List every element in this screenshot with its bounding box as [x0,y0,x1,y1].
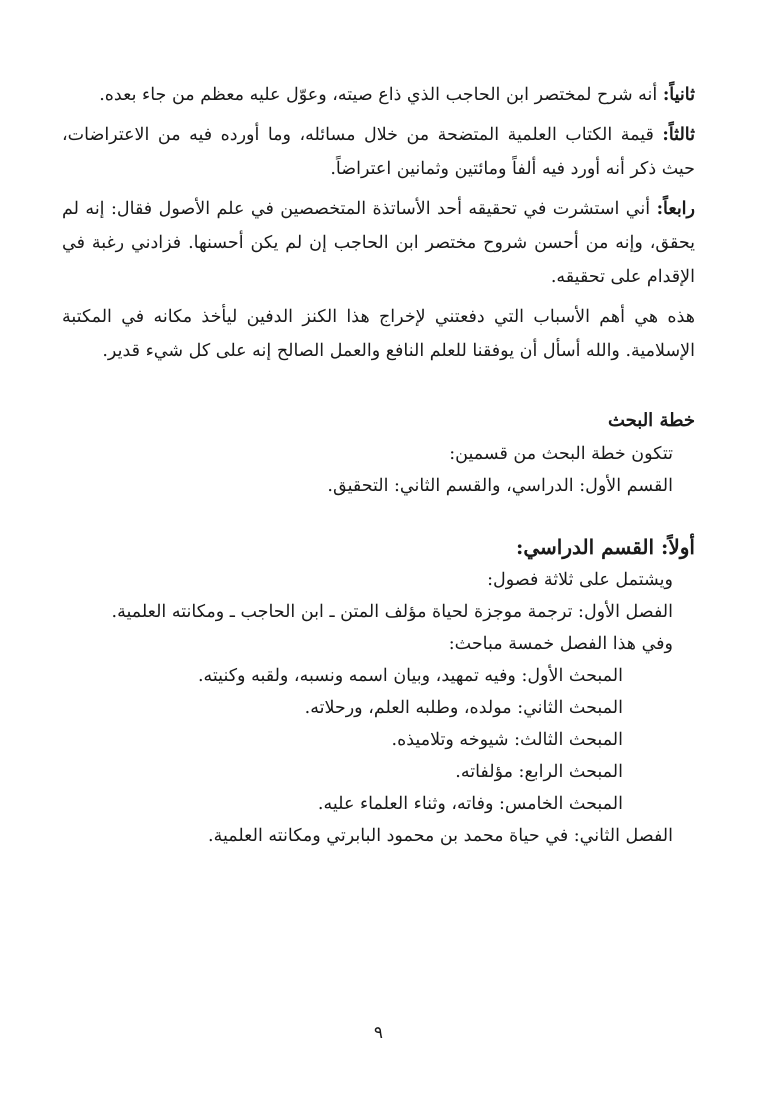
page-number: ٩ [373,1023,384,1043]
chapter-two-line: الفصل الثاني: في حياة محمد بن محمود البابرتي ومكانته العلمية. [208,826,673,846]
paragraph-fourth-reason [62,192,695,294]
paragraph-text: أنه شرح لمختصر ابن الحاجب الذي ذاع صيته، وعوّل عليه معظم من جاء بعده. [99,85,663,105]
part-one-intro: ويشتمل على ثلاثة فصول: [487,570,673,590]
topic-item: المبحث الخامس: وفاته، وثناء العلماء عليه. [317,794,623,814]
topic-item: المبحث الثاني: مولده، وطلبه العلم، ورحلاته. [304,698,623,718]
page-content [62,78,695,852]
paragraph-third-reason [62,118,695,186]
chapter-one-topics-intro: وفي هذا الفصل خمسة مباحث: [448,634,673,654]
paragraph-lead: رابعاً: [656,199,695,219]
paragraph-text: قيمة الكتاب العلمية المتضحة من خلال مسائله، وما أورده فيه من الاعتراضات، حيث ذكر أنه أورد فيه ألفاً ومائتين وثمانين اعتراضاً. [62,125,695,179]
topic-item: المبحث الرابع: مؤلفاته. [455,762,623,782]
paragraph-text: أني استشرت في تحقيقه أحد الأساتذة المتخصصين في علم الأصول فقال: إنه لم يحقق، وإنه من أحسن شروح مختصر ابن الحاجب إن لم يكن أحسنها. فزادني رغبة في الإقدام على تحقيقه. [62,199,695,287]
topic-item: المبحث الثالث: شيوخه وتلاميذه. [391,730,623,750]
research-plan-sections: القسم الأول: الدراسي، والقسم الثاني: التحقيق. [327,476,673,496]
paragraph-text: هذه هي أهم الأسباب التي دفعتني لإخراج هذا الكنز الدفين ليأخذ مكانه في المكتبة الإسلامية. والله أسأل أن يوفقنا للعلم النافع والعمل الصالح إنه على كل شيء قدير. [62,307,695,361]
paragraph-lead: ثالثاً: [662,125,695,145]
research-plan-title: خطة البحث [607,410,695,431]
chapter-one-line: الفصل الأول: ترجمة موجزة لحياة مؤلف المتن ـ ابن الحاجب ـ ومكانته العلمية. [111,602,673,622]
paragraph-conclusion [62,300,695,368]
paragraph-second-reason [62,78,695,112]
paragraph-lead: ثانياً: [662,85,695,105]
part-one-title: أولاً: القسم الدراسي: [515,535,695,559]
topic-item: المبحث الأول: وفيه تمهيد، وبيان اسمه ونسبه، ولقبه وكنيته. [197,666,623,686]
research-plan-intro: تتكون خطة البحث من قسمين: [449,444,673,464]
